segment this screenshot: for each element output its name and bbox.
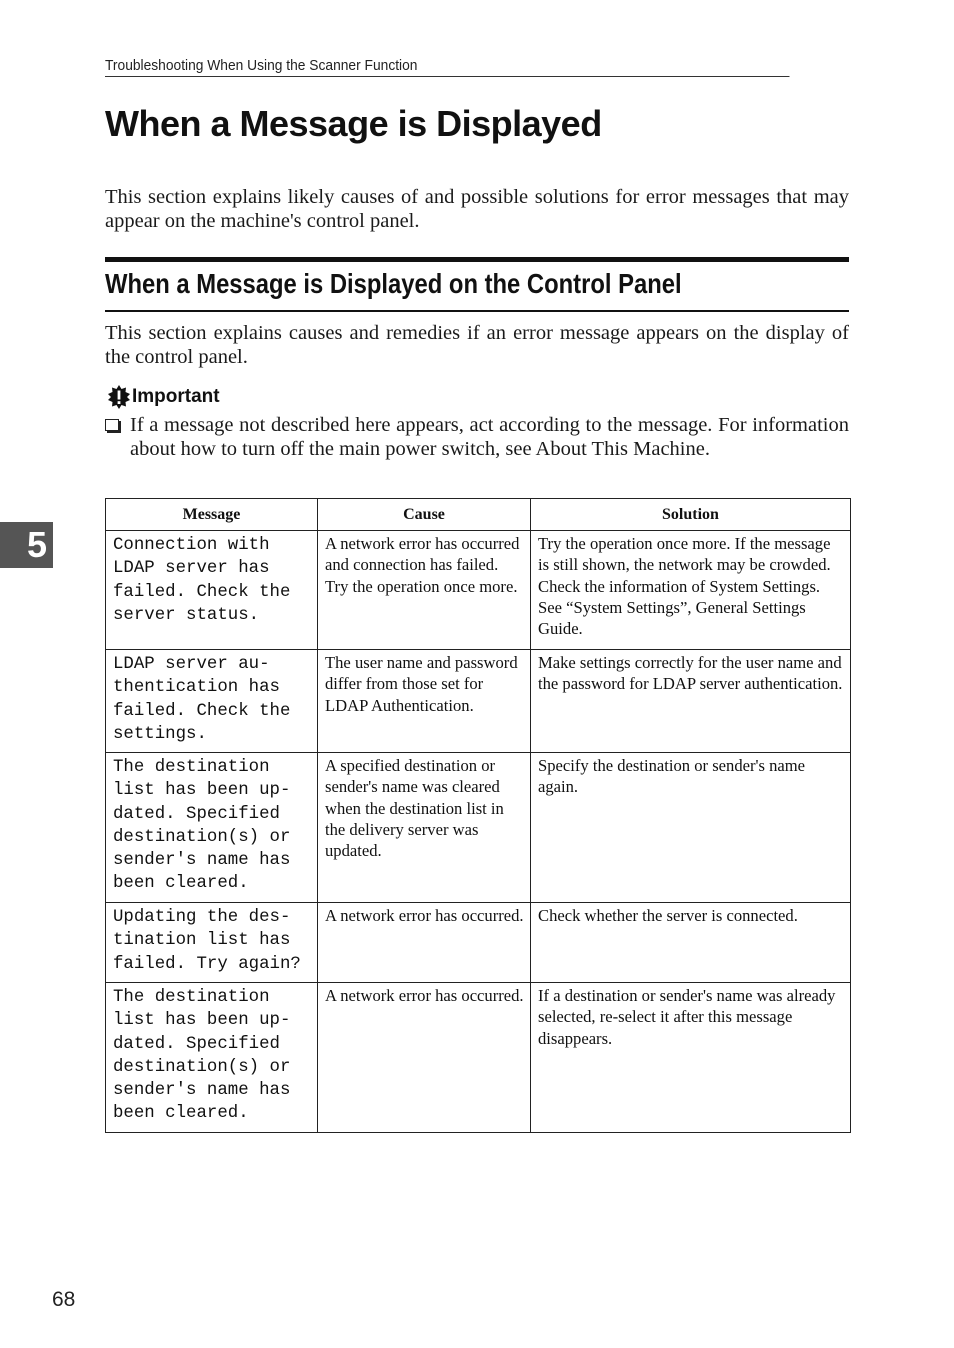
chapter-tab: 5	[0, 522, 53, 568]
section-rule-bottom	[105, 310, 849, 312]
cause-cell: A network error has occurred and connection has failed. Try the operation once more.	[318, 531, 531, 650]
solution-cell: Try the operation once more. If the message is still shown, the network may be crowded. Check the information of System Settings. See “System Settings”, General Settings Guide.	[531, 531, 851, 650]
column-header-message: Message	[106, 499, 318, 531]
solution-cell: Specify the destination or sender's name again.	[531, 753, 851, 903]
cause-cell: A specified destination or sender's name was cleared when the destination list in the delivery server was updated.	[318, 753, 531, 903]
important-note-text: If a message not described here appears, act according to the message. For information about how to turn off the main power switch, see About This Machine.	[130, 414, 849, 460]
important-label: Important	[132, 386, 220, 407]
message-cell: The destination list has been up- dated. Specified destination(s) or sender's name has been cleared.	[106, 753, 318, 903]
cause-cell: A network error has occurred.	[318, 983, 531, 1133]
cause-cell: A network error has occurred.	[318, 903, 531, 983]
important-note	[105, 413, 849, 461]
cause-cell: The user name and password differ from those set for LDAP Authentication.	[318, 650, 531, 753]
table-row	[106, 531, 851, 650]
solution-cell: If a destination or sender's name was already selected, re-select it after this message disappears.	[531, 983, 851, 1133]
section-rule-top	[105, 257, 849, 262]
page-title: When a Message is Displayed	[105, 103, 602, 144]
message-cell: Connection with LDAP server has failed. Check the server status.	[106, 531, 318, 650]
message-cell: The destination list has been up- dated. Specified destination(s) or sender's name has been cleared.	[106, 983, 318, 1133]
column-header-solution: Solution	[531, 499, 851, 531]
message-table	[105, 498, 851, 1133]
important-heading	[107, 384, 220, 410]
table-row	[106, 650, 851, 753]
section-title: When a Message is Displayed on the Control Panel	[105, 268, 682, 299]
column-header-cause: Cause	[318, 499, 531, 531]
checkbox-icon	[105, 419, 119, 431]
table-row	[106, 903, 851, 983]
table-header-row	[106, 499, 851, 531]
table-row	[106, 983, 851, 1133]
table-row	[106, 753, 851, 903]
solution-cell: Check whether the server is connected.	[531, 903, 851, 983]
important-icon	[107, 385, 131, 409]
message-cell: Updating the des- tination list has failed. Try again?	[106, 903, 318, 983]
page-number: 68	[52, 1288, 76, 1311]
message-cell: LDAP server au- thentication has failed. Check the settings.	[106, 650, 318, 753]
section-paragraph: This section explains causes and remedies if an error message appears on the display of the control panel.	[105, 322, 849, 368]
running-header: Troubleshooting When Using the Scanner Function	[105, 57, 789, 77]
intro-paragraph: This section explains likely causes of and possible solutions for error messages that may appear on the machine's control panel.	[105, 186, 849, 232]
solution-cell: Make settings correctly for the user name and the password for LDAP server authentication.	[531, 650, 851, 753]
